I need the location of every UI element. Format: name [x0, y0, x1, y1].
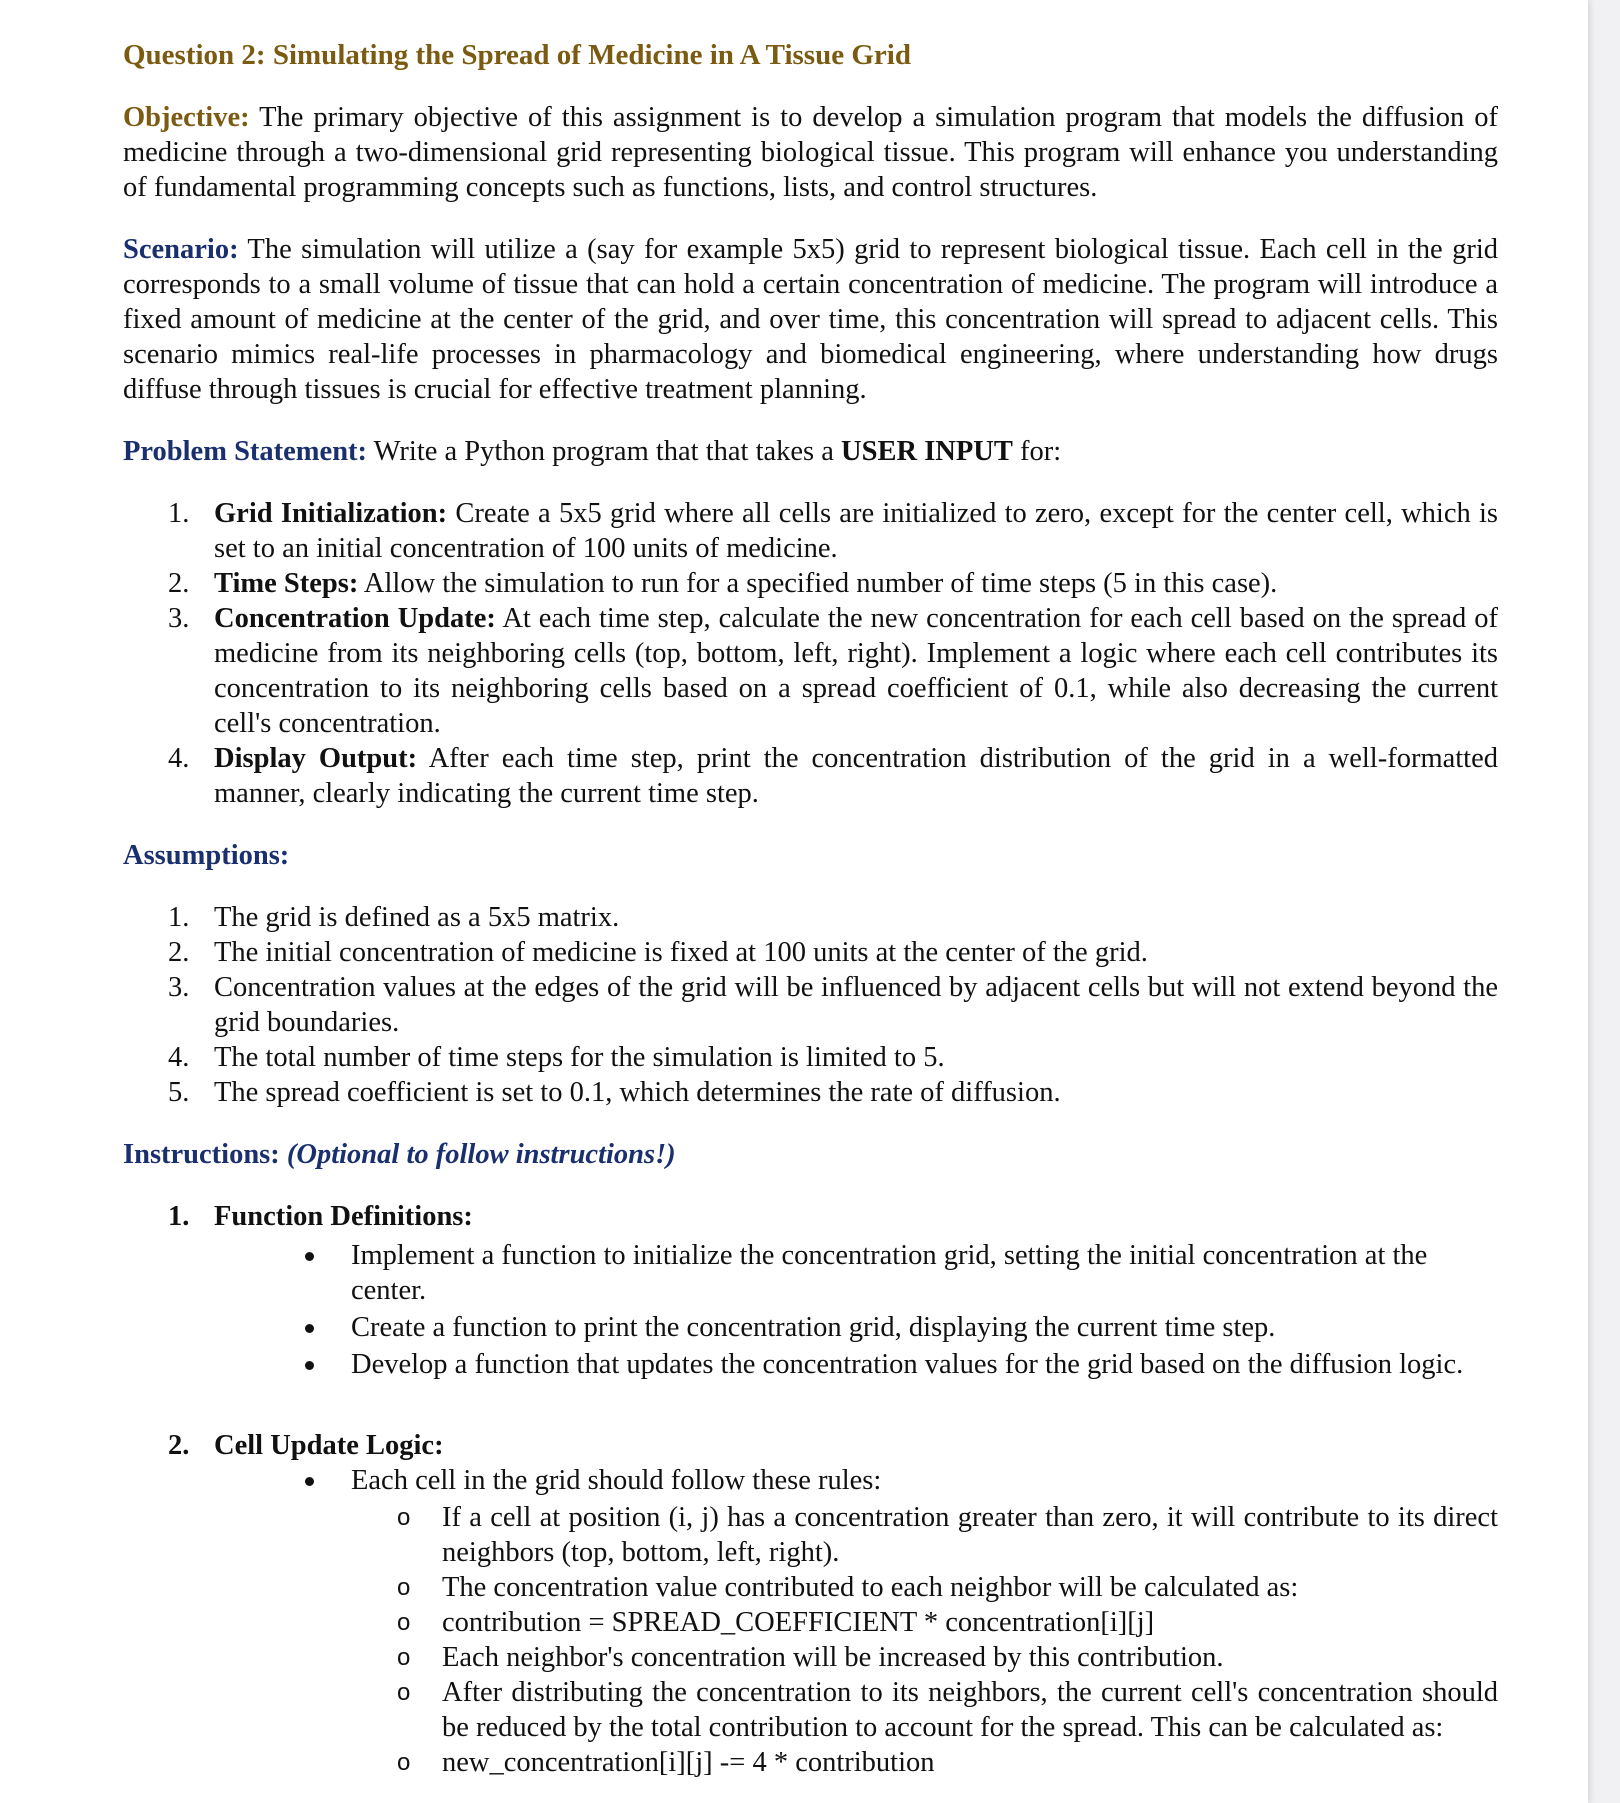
- sub-bullet-marker: o: [397, 1504, 411, 1531]
- sub-item: [214, 1570, 1498, 1605]
- list-number: 2.: [168, 937, 190, 968]
- instructions-label: Instructions:: [123, 1139, 280, 1170]
- list-item: [123, 1040, 1498, 1075]
- bullet-item: [214, 1463, 1498, 1498]
- bullet-dot: [305, 1252, 314, 1261]
- bullet-text: Create a function to print the concentration grid, displaying the current time step.: [351, 1312, 1276, 1343]
- list-item: [123, 741, 1498, 811]
- sub-item: [214, 1675, 1498, 1745]
- problem-statement: [123, 434, 1498, 469]
- cell-update-logic-label: Cell Update Logic:: [214, 1430, 444, 1461]
- list-number: 2.: [168, 1430, 190, 1461]
- list-item-text: Allow the simulation to run for a specified number of time steps (5 in this case).: [363, 568, 1278, 599]
- sub-item-text: If a cell at position (i, j) has a concentration greater than zero, it will contribute to its direct neighbors (top, bottom, left, right).: [442, 1502, 1498, 1568]
- list-item: [123, 1075, 1498, 1110]
- scenario-text: The simulation will utilize a (say for example 5x5) grid to represent biological tissue. Each cell in the grid corresponds to a small volume of tissue that can hold a certain concentration of medicine. The program will introduce a fixed amount of medicine at the center of the grid, and over time, this concentration will spread to adjacent cells. This scenario mimics real-life processes in pharmacology and biomedical engineering, where understanding how drugs diffuse through tissues is crucial for effective treatment planning.: [123, 234, 1498, 405]
- bullet-dot: [305, 1477, 314, 1486]
- objective-label: Objective:: [123, 102, 250, 133]
- function-definitions-bullets: [214, 1238, 1498, 1382]
- function-definitions-label: Function Definitions:: [214, 1201, 473, 1232]
- problem-text-before: Write a Python program that that takes a: [373, 436, 834, 467]
- sub-item: [214, 1605, 1498, 1640]
- list-item-label: Display Output:: [214, 743, 418, 774]
- list-number: 3.: [168, 603, 190, 634]
- list-number: 1.: [168, 1201, 190, 1232]
- scenario-paragraph: [123, 232, 1498, 407]
- list-number: 4.: [168, 1042, 190, 1073]
- cell-update-bullets: [214, 1463, 1498, 1498]
- list-item-text: The grid is defined as a 5x5 matrix.: [214, 902, 620, 933]
- sub-bullet-marker: o: [397, 1749, 411, 1776]
- list-number: 2.: [168, 568, 190, 599]
- bullet-item: [214, 1347, 1498, 1382]
- list-item-text: Concentration values at the edges of the grid will be influenced by adjacent cells but will not extend beyond the grid boundaries.: [214, 972, 1498, 1038]
- problem-emphasis: USER INPUT: [841, 436, 1013, 467]
- sub-bullet-marker: o: [397, 1644, 411, 1671]
- bullet-dot: [305, 1324, 314, 1333]
- list-item-text: The initial concentration of medicine is fixed at 100 units at the center of the grid.: [214, 937, 1148, 968]
- sub-item: [214, 1500, 1498, 1570]
- sub-item: [214, 1745, 1498, 1780]
- list-item-text: The total number of time steps for the simulation is limited to 5.: [214, 1042, 945, 1073]
- bullet-text: Implement a function to initialize the concentration grid, setting the initial concentration at the center.: [351, 1240, 1428, 1306]
- list-item-text: Create a 5x5 grid where all cells are initialized to zero, except for the center cell, which is set to an initial concentration of 100 units of medicine.: [214, 498, 1499, 564]
- scenario-label: Scenario:: [123, 234, 239, 265]
- list-number: 5.: [168, 1077, 190, 1108]
- problem-label: Problem Statement:: [123, 436, 368, 467]
- instructions-note: (Optional to follow instructions!): [286, 1139, 676, 1170]
- list-item: [123, 566, 1498, 601]
- objective-text: The primary objective of this assignment is to develop a simulation program that models the diffusion of medicine through a two-dimensional grid representing biological tissue. This program will enhance you understanding of fundamental programming concepts such as functions, lists, and control structures.: [123, 102, 1498, 203]
- page-title: Question 2: Simulating the Spread of Medicine in A Tissue Grid: [123, 39, 911, 71]
- list-item-label: Grid Initialization:: [214, 498, 448, 529]
- list-item: [123, 935, 1498, 970]
- list-item: [123, 970, 1498, 1040]
- list-number: 3.: [168, 972, 190, 1003]
- problem-text-after: for:: [1020, 436, 1062, 467]
- assumptions-list: [123, 900, 1498, 1110]
- assumptions-heading: Assumptions:: [123, 840, 290, 871]
- bullet-item: [214, 1238, 1498, 1308]
- sub-bullet-marker: o: [397, 1679, 411, 1706]
- sub-item-text: After distributing the concentration to its neighbors, the current cell's concentration should be reduced by the total contribution to account for the spread. This can be calculated as:: [442, 1677, 1498, 1743]
- list-number: 1.: [168, 902, 190, 933]
- list-item: [123, 496, 1498, 566]
- sub-item-text: new_concentration[i][j] -= 4 * contribution: [442, 1747, 935, 1778]
- list-item-label: Time Steps:: [214, 568, 359, 599]
- list-item: [123, 601, 1498, 741]
- problem-list: [123, 496, 1498, 811]
- bullet-item: [214, 1310, 1498, 1345]
- list-number: 1.: [168, 498, 190, 529]
- bullet-text: Each cell in the grid should follow these rules:: [351, 1465, 882, 1496]
- sub-item: [214, 1640, 1498, 1675]
- list-number: 4.: [168, 743, 190, 774]
- instructions-heading: [123, 1137, 1498, 1172]
- list-item-text: At each time step, calculate the new concentration for each cell based on the spread of medicine from its neighboring cells (top, bottom, left, right). Implement a logic where each cell contributes its concentration to its neighboring cells based on a spread coefficient of 0.1, while also decreasing the current cell's concentration.: [214, 603, 1498, 739]
- bullet-text: Develop a function that updates the concentration values for the grid based on the diffusion logic.: [351, 1349, 1464, 1380]
- bullet-dot: [305, 1361, 314, 1370]
- list-item-text: After each time step, print the concentration distribution of the grid in a well-formatted manner, clearly indicating the current time step.: [214, 743, 1498, 809]
- instructions-list: [123, 1199, 1498, 1780]
- cell-update-sub-list: [214, 1500, 1498, 1780]
- sub-item-text: Each neighbor's concentration will be increased by this contribution.: [442, 1642, 1224, 1673]
- cell-update-logic-item: [123, 1428, 1498, 1780]
- sub-bullet-marker: o: [397, 1574, 411, 1601]
- list-item: [123, 900, 1498, 935]
- function-definitions-item: [123, 1199, 1498, 1382]
- sub-bullet-marker: o: [397, 1609, 411, 1636]
- sub-item-text: contribution = SPREAD_COEFFICIENT * concentration[i][j]: [442, 1607, 1155, 1638]
- sub-item-text: The concentration value contributed to each neighbor will be calculated as:: [442, 1572, 1299, 1603]
- list-item-label: Concentration Update:: [214, 603, 496, 634]
- document-content: [123, 38, 1498, 1803]
- objective-paragraph: [123, 100, 1498, 205]
- list-item-text: The spread coefficient is set to 0.1, which determines the rate of diffusion.: [214, 1077, 1061, 1108]
